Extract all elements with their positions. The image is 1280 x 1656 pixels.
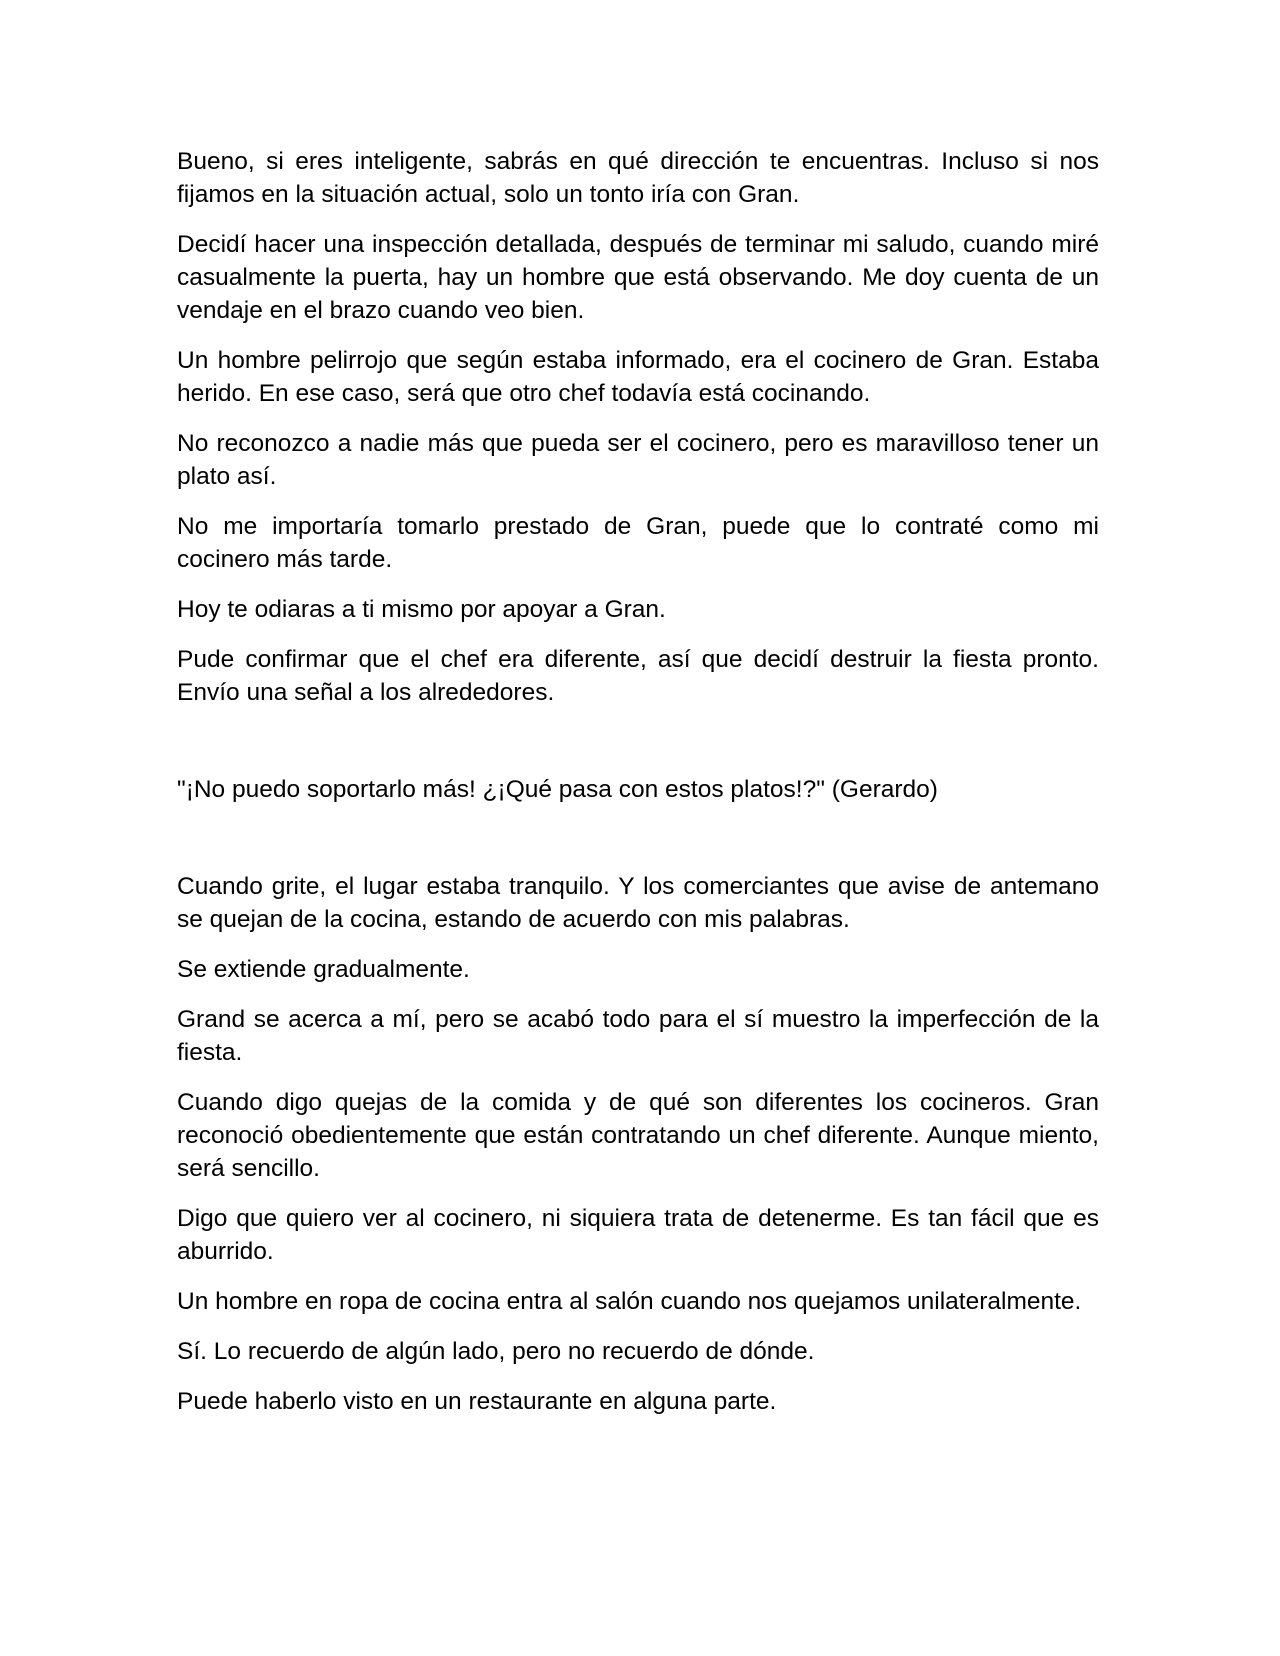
paragraph: No reconozco a nadie más que pueda ser el cocinero, pero es maravilloso tener un plato así. bbox=[177, 430, 1099, 490]
paragraph: Grand se acerca a mí, pero se acabó todo para el sí muestro la imperfección de la fiesta. bbox=[177, 1006, 1099, 1066]
paragraph: Pude confirmar que el chef era diferente, así que decidí destruir la fiesta pronto. Envío una señal a los alrededores. bbox=[177, 646, 1099, 706]
paragraph: No me importaría tomarlo prestado de Gran, puede que lo contraté como mi cocinero más tarde. bbox=[177, 513, 1099, 573]
dialogue-line: "¡No puedo soportarlo más! ¿¡Qué pasa con estos platos!?" (Gerardo) bbox=[177, 776, 938, 803]
paragraph: Un hombre pelirrojo que según estaba informado, era el cocinero de Gran. Estaba herido. En ese caso, será que otro chef todavía está cocinando. bbox=[177, 347, 1099, 407]
document-body bbox=[177, 145, 1099, 1435]
paragraph: Puede haberlo visto en un restaurante en alguna parte. bbox=[177, 1388, 777, 1415]
paragraph: Hoy te odiaras a ti mismo por apoyar a Gran. bbox=[177, 596, 666, 623]
paragraph: Digo que quiero ver al cocinero, ni siquiera trata de detenerme. Es tan fácil que es aburrido. bbox=[177, 1205, 1099, 1265]
paragraph: Cuando grite, el lugar estaba tranquilo. Y los comerciantes que avise de antemano se quejan de la cocina, estando de acuerdo con mis palabras. bbox=[177, 873, 1099, 933]
paragraph: Bueno, si eres inteligente, sabrás en qué dirección te encuentras. Incluso si nos fijamos en la situación actual, solo un tonto iría con Gran. bbox=[177, 148, 1099, 208]
paragraph: Un hombre en ropa de cocina entra al salón cuando nos quejamos unilateralmente. bbox=[177, 1288, 1082, 1315]
paragraph: Decidí hacer una inspección detallada, después de terminar mi saludo, cuando miré casualmente la puerta, hay un hombre que está observando. Me doy cuenta de un vendaje en el brazo cuando veo bien. bbox=[177, 231, 1099, 324]
paragraph: Se extiende gradualmente. bbox=[177, 956, 470, 983]
paragraph: Cuando digo quejas de la comida y de qué son diferentes los cocineros. Gran reconoció obedientemente que están contratando un chef diferente. Aunque miento, será sencillo. bbox=[177, 1089, 1099, 1182]
paragraph: Sí. Lo recuerdo de algún lado, pero no recuerdo de dónde. bbox=[177, 1338, 815, 1365]
